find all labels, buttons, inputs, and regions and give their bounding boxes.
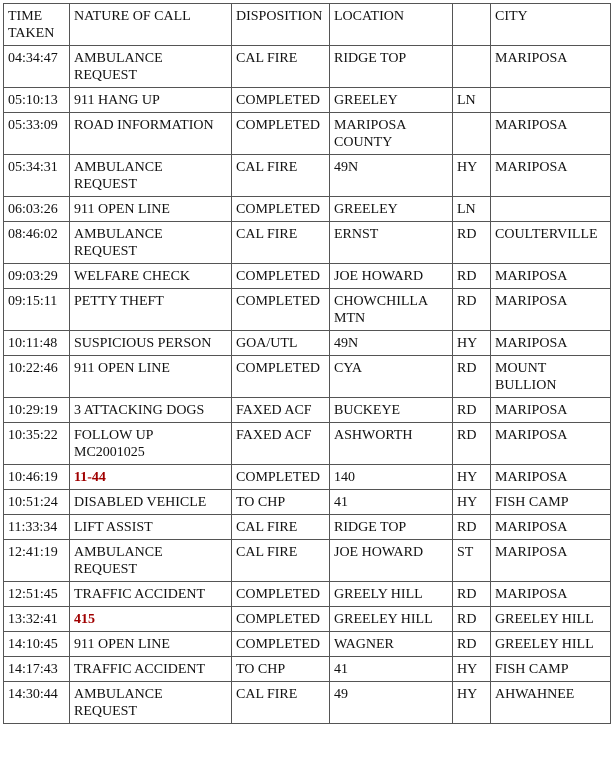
cell-city: FISH CAMP: [491, 657, 611, 682]
table-row: [4, 632, 611, 657]
cell-disposition: COMPLETED: [232, 632, 330, 657]
cell-time: 10:11:48: [4, 331, 70, 356]
cell-street-suffix: HY: [453, 465, 491, 490]
header-nature-of-call: NATURE OF CALL: [70, 4, 232, 46]
table-row: [4, 331, 611, 356]
cell-disposition: CAL FIRE: [232, 682, 330, 724]
cell-nature-of-call: 911 OPEN LINE: [70, 356, 232, 398]
cell-nature-of-call: 911 OPEN LINE: [70, 197, 232, 222]
cell-location: GREELEY: [330, 88, 453, 113]
cell-time: 10:22:46: [4, 356, 70, 398]
cell-location: ERNST: [330, 222, 453, 264]
cell-location: 140: [330, 465, 453, 490]
table-row: [4, 356, 611, 398]
cell-street-suffix: [453, 46, 491, 88]
cell-street-suffix: HY: [453, 155, 491, 197]
cell-city: FISH CAMP: [491, 490, 611, 515]
cell-nature-of-call: 911 OPEN LINE: [70, 632, 232, 657]
table-row: [4, 582, 611, 607]
call-log-table: [3, 3, 611, 724]
cell-street-suffix: RD: [453, 515, 491, 540]
table-row: [4, 607, 611, 632]
table-row: [4, 423, 611, 465]
cell-time: 04:34:47: [4, 46, 70, 88]
header-row: [4, 4, 611, 46]
cell-street-suffix: HY: [453, 331, 491, 356]
cell-nature-of-call: AMBULANCE REQUEST: [70, 155, 232, 197]
cell-street-suffix: RD: [453, 289, 491, 331]
cell-location: GREELEY HILL: [330, 607, 453, 632]
cell-street-suffix: LN: [453, 197, 491, 222]
cell-time: 13:32:41: [4, 607, 70, 632]
cell-disposition: COMPLETED: [232, 582, 330, 607]
cell-disposition: CAL FIRE: [232, 46, 330, 88]
header-time-taken: TIME TAKEN: [4, 4, 70, 46]
cell-disposition: COMPLETED: [232, 264, 330, 289]
cell-disposition: COMPLETED: [232, 465, 330, 490]
header-location: LOCATION: [330, 4, 453, 46]
cell-disposition: COMPLETED: [232, 88, 330, 113]
cell-time: 05:34:31: [4, 155, 70, 197]
cell-time: 14:30:44: [4, 682, 70, 724]
cell-location: CYA: [330, 356, 453, 398]
cell-disposition: TO CHP: [232, 490, 330, 515]
cell-disposition: COMPLETED: [232, 197, 330, 222]
cell-time: 09:15:11: [4, 289, 70, 331]
cell-disposition: COMPLETED: [232, 289, 330, 331]
cell-time: 05:33:09: [4, 113, 70, 155]
cell-location: 41: [330, 490, 453, 515]
cell-disposition: COMPLETED: [232, 356, 330, 398]
cell-time: 05:10:13: [4, 88, 70, 113]
cell-disposition: TO CHP: [232, 657, 330, 682]
cell-city: MARIPOSA: [491, 423, 611, 465]
call-log-body: [4, 46, 611, 724]
cell-time: 10:51:24: [4, 490, 70, 515]
cell-city: MARIPOSA: [491, 155, 611, 197]
header-city: CITY: [491, 4, 611, 46]
cell-disposition: COMPLETED: [232, 113, 330, 155]
cell-location: WAGNER: [330, 632, 453, 657]
cell-nature-of-call: AMBULANCE REQUEST: [70, 46, 232, 88]
cell-street-suffix: RD: [453, 582, 491, 607]
cell-location: 41: [330, 657, 453, 682]
cell-disposition: COMPLETED: [232, 607, 330, 632]
cell-time: 12:41:19: [4, 540, 70, 582]
cell-street-suffix: RD: [453, 356, 491, 398]
table-row: [4, 46, 611, 88]
cell-city: MARIPOSA: [491, 264, 611, 289]
cell-city: MARIPOSA: [491, 331, 611, 356]
cell-nature-of-call: AMBULANCE REQUEST: [70, 682, 232, 724]
cell-city: AHWAHNEE: [491, 682, 611, 724]
cell-location: 49: [330, 682, 453, 724]
cell-time: 06:03:26: [4, 197, 70, 222]
cell-location: ASHWORTH: [330, 423, 453, 465]
table-row: [4, 113, 611, 155]
cell-city: MARIPOSA: [491, 113, 611, 155]
cell-street-suffix: LN: [453, 88, 491, 113]
cell-disposition: CAL FIRE: [232, 222, 330, 264]
cell-nature-of-call: 3 ATTACKING DOGS: [70, 398, 232, 423]
cell-time: 12:51:45: [4, 582, 70, 607]
table-row: [4, 490, 611, 515]
cell-street-suffix: ST: [453, 540, 491, 582]
cell-street-suffix: RD: [453, 398, 491, 423]
cell-location: BUCKEYE: [330, 398, 453, 423]
cell-city: [491, 88, 611, 113]
cell-street-suffix: RD: [453, 264, 491, 289]
cell-location: CHOWCHILLA MTN: [330, 289, 453, 331]
header-street-suffix: [453, 4, 491, 46]
cell-nature-of-call: [70, 465, 232, 490]
cell-nature-of-call: DISABLED VEHICLE: [70, 490, 232, 515]
cell-street-suffix: RD: [453, 222, 491, 264]
cell-street-suffix: HY: [453, 657, 491, 682]
table-row: [4, 657, 611, 682]
cell-disposition: FAXED ACF: [232, 398, 330, 423]
table-row: [4, 515, 611, 540]
cell-location: MARIPOSA COUNTY: [330, 113, 453, 155]
table-row: [4, 222, 611, 264]
table-row: [4, 155, 611, 197]
cell-street-suffix: RD: [453, 607, 491, 632]
cell-nature-of-call: TRAFFIC ACCIDENT: [70, 582, 232, 607]
cell-time: 11:33:34: [4, 515, 70, 540]
cell-street-suffix: [453, 113, 491, 155]
cell-city: MARIPOSA: [491, 465, 611, 490]
cell-city: MARIPOSA: [491, 515, 611, 540]
cell-location: RIDGE TOP: [330, 46, 453, 88]
cell-disposition: CAL FIRE: [232, 540, 330, 582]
table-row: [4, 88, 611, 113]
cell-city: MARIPOSA: [491, 289, 611, 331]
table-row: [4, 540, 611, 582]
table-row: [4, 682, 611, 724]
cell-time: 10:35:22: [4, 423, 70, 465]
table-row: [4, 465, 611, 490]
cell-time: 14:10:45: [4, 632, 70, 657]
cell-city: COULTERVILLE: [491, 222, 611, 264]
cell-nature-of-call: TRAFFIC ACCIDENT: [70, 657, 232, 682]
cell-nature-of-call: [70, 607, 232, 632]
cell-location: GREELY HILL: [330, 582, 453, 607]
cell-street-suffix: HY: [453, 490, 491, 515]
cell-city: [491, 197, 611, 222]
cell-nature-of-call: AMBULANCE REQUEST: [70, 540, 232, 582]
cell-city: MARIPOSA: [491, 398, 611, 423]
header-disposition: DISPOSITION: [232, 4, 330, 46]
cell-time: 09:03:29: [4, 264, 70, 289]
cell-disposition: CAL FIRE: [232, 155, 330, 197]
table-row: [4, 264, 611, 289]
cell-city: MARIPOSA: [491, 540, 611, 582]
cell-location: JOE HOWARD: [330, 264, 453, 289]
cell-city: MOUNT BULLION: [491, 356, 611, 398]
cell-disposition: GOA/UTL: [232, 331, 330, 356]
cell-location: 49N: [330, 155, 453, 197]
cell-nature-of-call: LIFT ASSIST: [70, 515, 232, 540]
cell-street-suffix: HY: [453, 682, 491, 724]
cell-location: 49N: [330, 331, 453, 356]
cell-disposition: CAL FIRE: [232, 515, 330, 540]
cell-nature-of-call: SUSPICIOUS PERSON: [70, 331, 232, 356]
cell-nature-of-call: PETTY THEFT: [70, 289, 232, 331]
cell-time: 10:46:19: [4, 465, 70, 490]
cell-location: RIDGE TOP: [330, 515, 453, 540]
cell-nature-of-call: FOLLOW UP MC2001025: [70, 423, 232, 465]
cell-city: MARIPOSA: [491, 582, 611, 607]
cell-location: GREELEY: [330, 197, 453, 222]
cell-city: GREELEY HILL: [491, 607, 611, 632]
highlighted-call-code: 11-44: [74, 470, 106, 485]
cell-time: 08:46:02: [4, 222, 70, 264]
cell-street-suffix: RD: [453, 423, 491, 465]
cell-nature-of-call: ROAD INFORMATION: [70, 113, 232, 155]
highlighted-call-code: 415: [74, 612, 95, 627]
table-row: [4, 289, 611, 331]
cell-street-suffix: RD: [453, 632, 491, 657]
cell-nature-of-call: WELFARE CHECK: [70, 264, 232, 289]
cell-time: 14:17:43: [4, 657, 70, 682]
cell-location: JOE HOWARD: [330, 540, 453, 582]
cell-nature-of-call: AMBULANCE REQUEST: [70, 222, 232, 264]
table-row: [4, 197, 611, 222]
cell-time: 10:29:19: [4, 398, 70, 423]
table-row: [4, 398, 611, 423]
cell-city: GREELEY HILL: [491, 632, 611, 657]
cell-nature-of-call: 911 HANG UP: [70, 88, 232, 113]
cell-disposition: FAXED ACF: [232, 423, 330, 465]
cell-city: MARIPOSA: [491, 46, 611, 88]
